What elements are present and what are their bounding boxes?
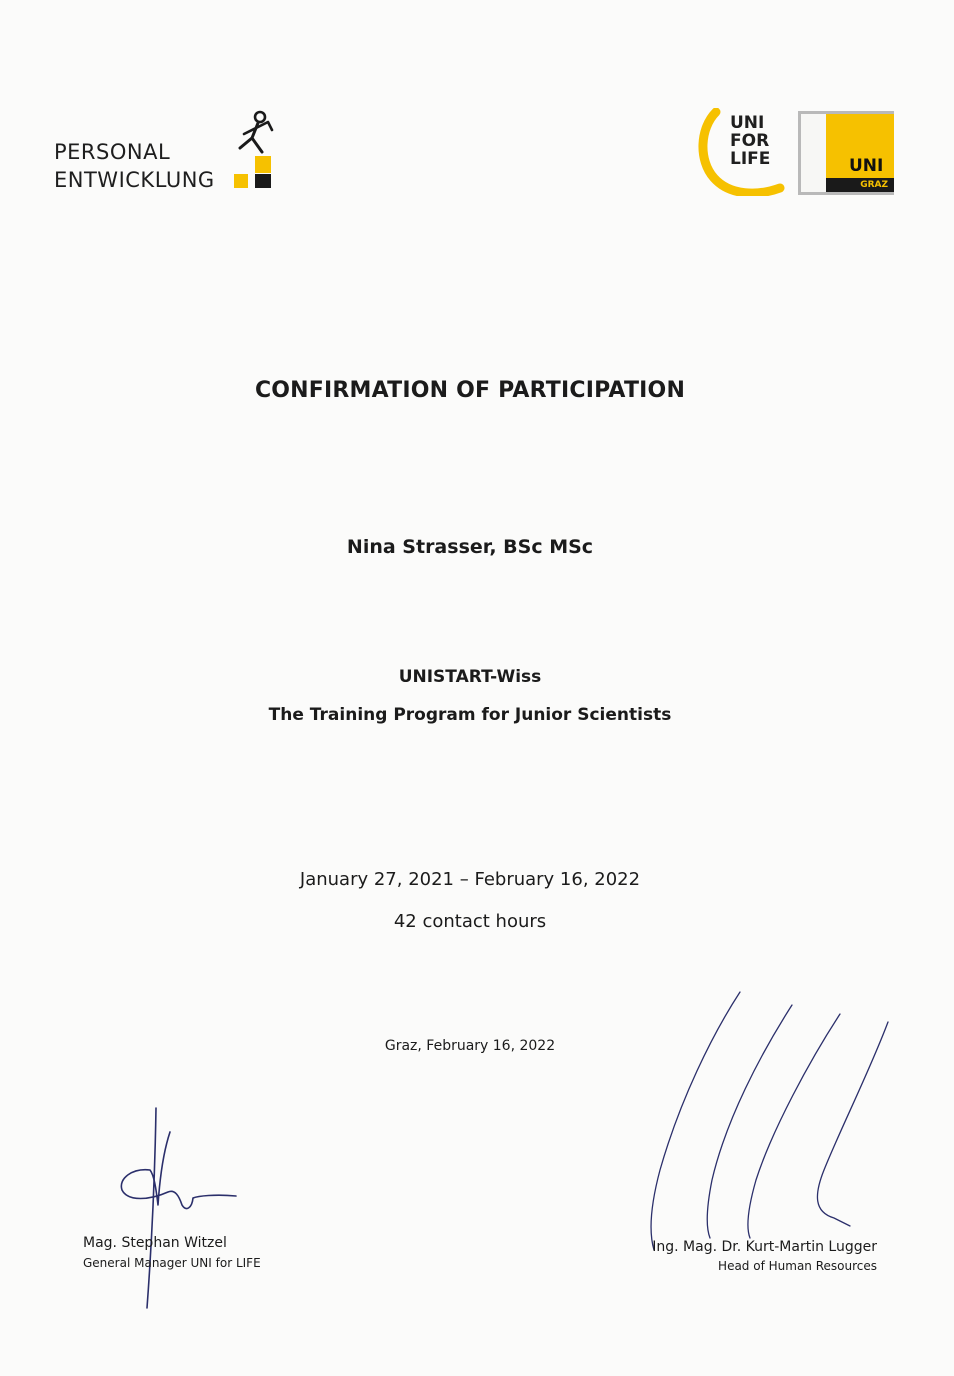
- running-figure-logo-icon: [222, 108, 277, 194]
- program-subtitle: The Training Program for Junior Scientists: [268, 705, 672, 725]
- program-name: UNISTART-Wiss: [398, 667, 542, 687]
- right-signatory-name: Ing. Mag. Dr. Kurt-Martin Lugger: [652, 1239, 877, 1255]
- right-signature-icon: [651, 992, 888, 1250]
- right-signatory-role: Head of Human Resources: [718, 1259, 877, 1273]
- uni-graz-logo: [798, 111, 894, 195]
- left-signatory-role: General Manager UNI for LIFE: [83, 1256, 261, 1270]
- logo-line-personal: PERSONAL: [54, 140, 171, 164]
- left-signature-icon: [121, 1108, 236, 1308]
- participant-name: Nina Strasser, BSc MSc: [346, 536, 594, 558]
- uni-graz-bar: [826, 178, 894, 192]
- uni-graz-uni-text: UNI: [849, 156, 884, 176]
- left-signatory-name: Mag. Stephan Witzel: [83, 1235, 227, 1251]
- program-period: January 27, 2021 – February 16, 2022: [299, 869, 641, 890]
- ufl-line-uni: UNI: [730, 113, 765, 133]
- uni-for-life-logo-text: [730, 114, 770, 168]
- logo-line-entwicklung: ENTWICKLUNG: [54, 168, 215, 192]
- uni-graz-graz-text: GRAZ: [860, 180, 888, 190]
- ufl-line-for: FOR: [730, 131, 770, 151]
- contact-hours: 42 contact hours: [393, 911, 547, 932]
- certificate-title: CONFIRMATION OF PARTICIPATION: [254, 378, 686, 403]
- personalentwicklung-logo-text: [54, 138, 215, 194]
- ufl-line-life: LIFE: [730, 149, 771, 169]
- place-and-date: Graz, February 16, 2022: [384, 1038, 556, 1054]
